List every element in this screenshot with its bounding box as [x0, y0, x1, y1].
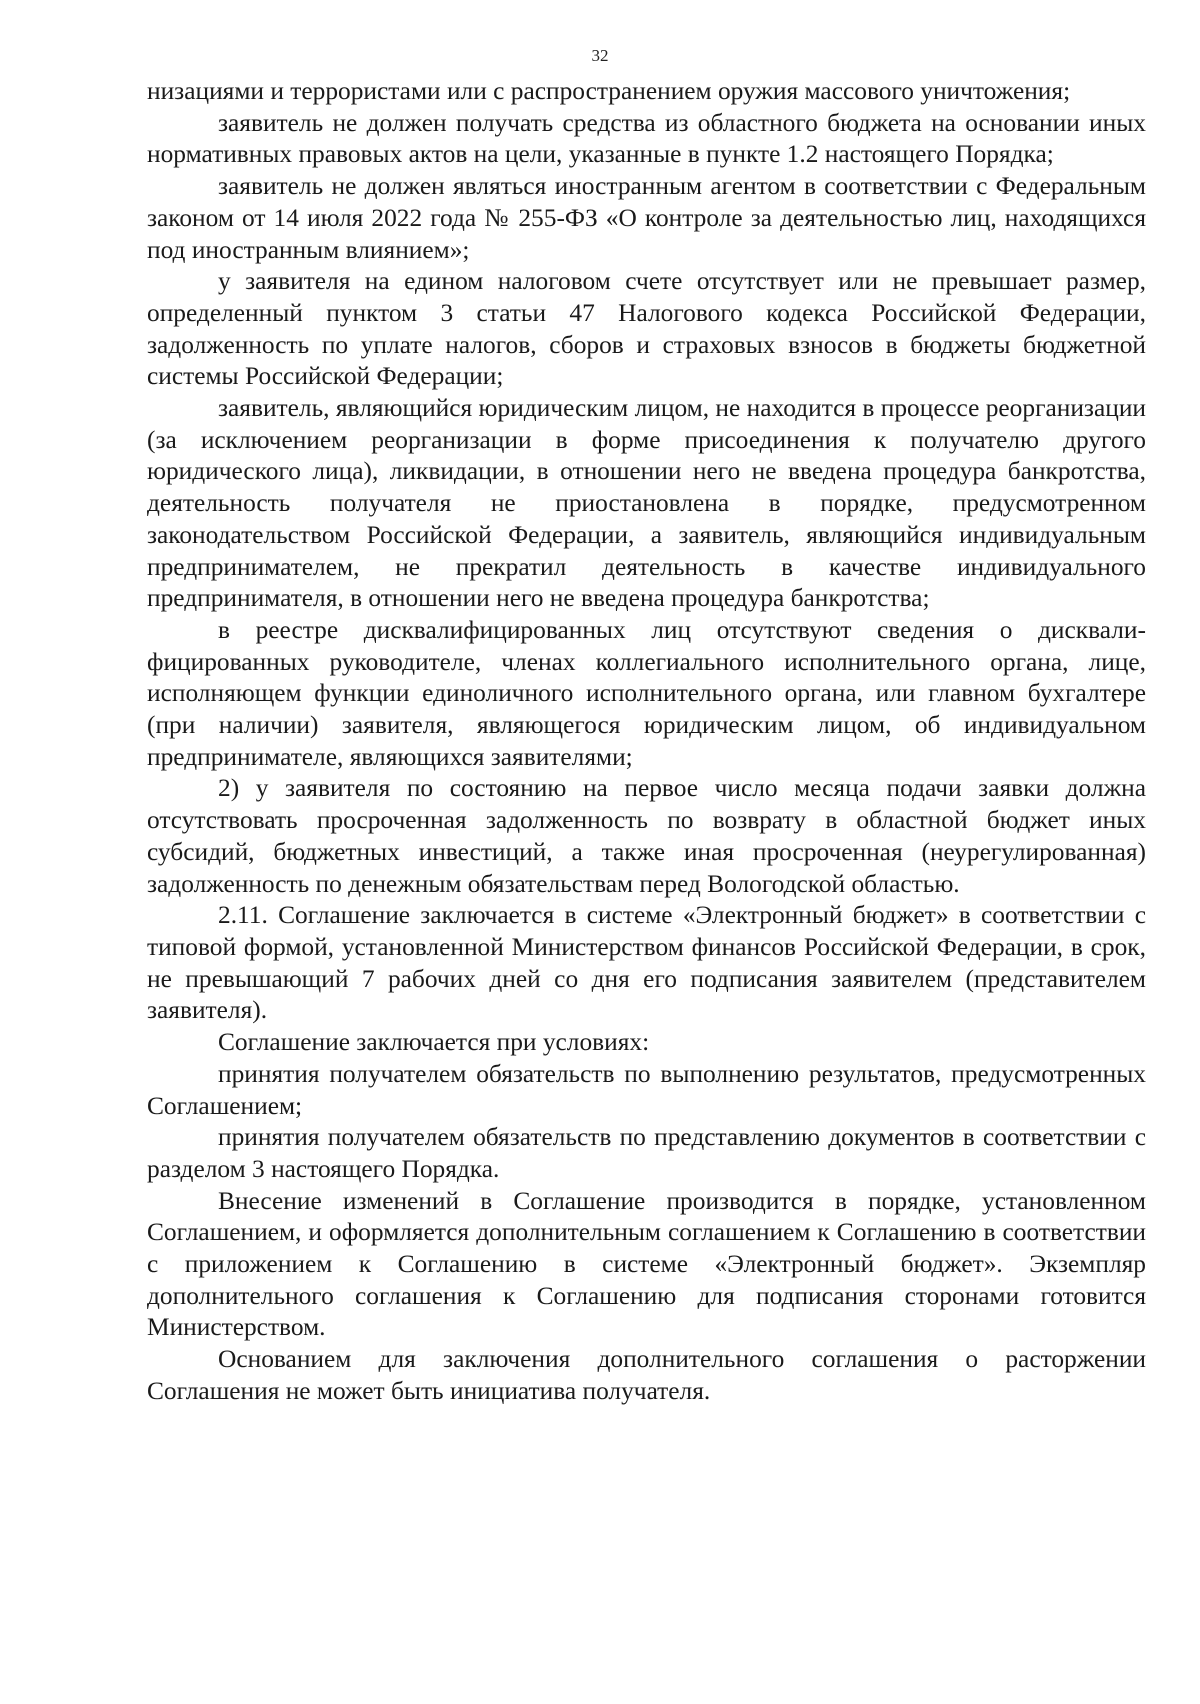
paragraph-condition-documents: принятия получателем обязательств по представлению документов в соответствии с разделом 3 настоящего Порядка.: [147, 1123, 1146, 1183]
paragraph-reorganization: заявитель, являющийся юридическим лицом, не находится в процессе реорганизации (за исключением реорганизации в форме присоединения к получателю другого юридического лица), ликвидации, в отношении него не введена процедура банкротства, деятельность получателя не приостановлена в порядке, предусмотренном законодательством Российской Федерации, а заявитель, являющийся индивидуальным предпринимателем, не прекратил деятельность в качестве индивидуального предпринимателя, в отношении него не введена процедура банкротства;: [147, 394, 1146, 613]
paragraph-continuation: низациями и террористами или с распространением оружия массового уничтожения;: [147, 77, 1071, 105]
paragraph-foreign-agent: заявитель не должен являться иностранным агентом в соответствии с Федеральным законом от 14 июля 2022 года № 255-ФЗ «О контроле за деятельностью лиц, находящихся под иностранным влиянием»;: [147, 172, 1146, 264]
paragraph-disqualified-registry: в реестре дисквалифицированных лиц отсутствуют сведения о дисквалифицированных руководителе, членах коллегиального исполнительного органа, лице, исполняющем функции единоличного исполнительного органа, или главном бухгалтере (при наличии) заявителя, являющегося юридическим лицом, об индивидуальном предпринимателе, являющихся заявителями;: [147, 615, 1146, 771]
paragraph-tax-debt: у заявителя на едином налоговом счете отсутствует или не превышает размер, определенный пунктом 3 статьи 47 Налогового кодекса Российской Федерации, задолженность по уплате налогов, сборов и страховых взносов в бюджеты бюджетной системы Российской Федерации;: [147, 267, 1146, 391]
paragraph-agreement-conditions: Соглашение заключается при условиях:: [218, 1028, 650, 1057]
document-body: [147, 76, 1146, 1408]
paragraph-overdue-debt: 2) у заявителя по состоянию на первое число месяца подачи заявки должна отсутствовать просроченная задолженность по возврату в областной бюджет иных субсидий, бюджетных инвестиций, а также иная просроченная (неурегулированная) задолженность по денежным обязательствам перед Вологодской областью.: [147, 774, 1146, 898]
paragraph-no-budget-funds: заявитель не должен получать средства из областного бюджета на основании иных нормативных правовых актов на цели, указанные в пункте 1.2 настоящего Порядка;: [147, 108, 1146, 169]
paragraph-section-2-11: 2.11. Соглашение заключается в системе «Электронный бюджет» в соответствии с типовой формой, установленной Министерством финансов Российской Федерации, в срок, не превышающий 7 рабочих дней со дня его подписания заявителем (представителем заявителя).: [147, 901, 1146, 1025]
paragraph-condition-results: принятия получателем обязательств по выполнению результатов, предусмотренных Соглашением;: [147, 1059, 1146, 1120]
page-number: 32: [591, 46, 609, 65]
paragraph-amendments: Внесение изменений в Соглашение производится в порядке, установленном Соглашением, и оформляется дополнительным соглашением к Соглашению в соответствии с приложением к Соглашению в системе «Электронный бюджет». Экземпляр дополнительного соглашения к Соглашению для подписания сторонами готовится Министерством.: [147, 1186, 1146, 1342]
paragraph-termination: Основанием для заключения дополнительного соглашения о расторжении Соглашения не может быть инициатива получателя.: [147, 1345, 1146, 1405]
